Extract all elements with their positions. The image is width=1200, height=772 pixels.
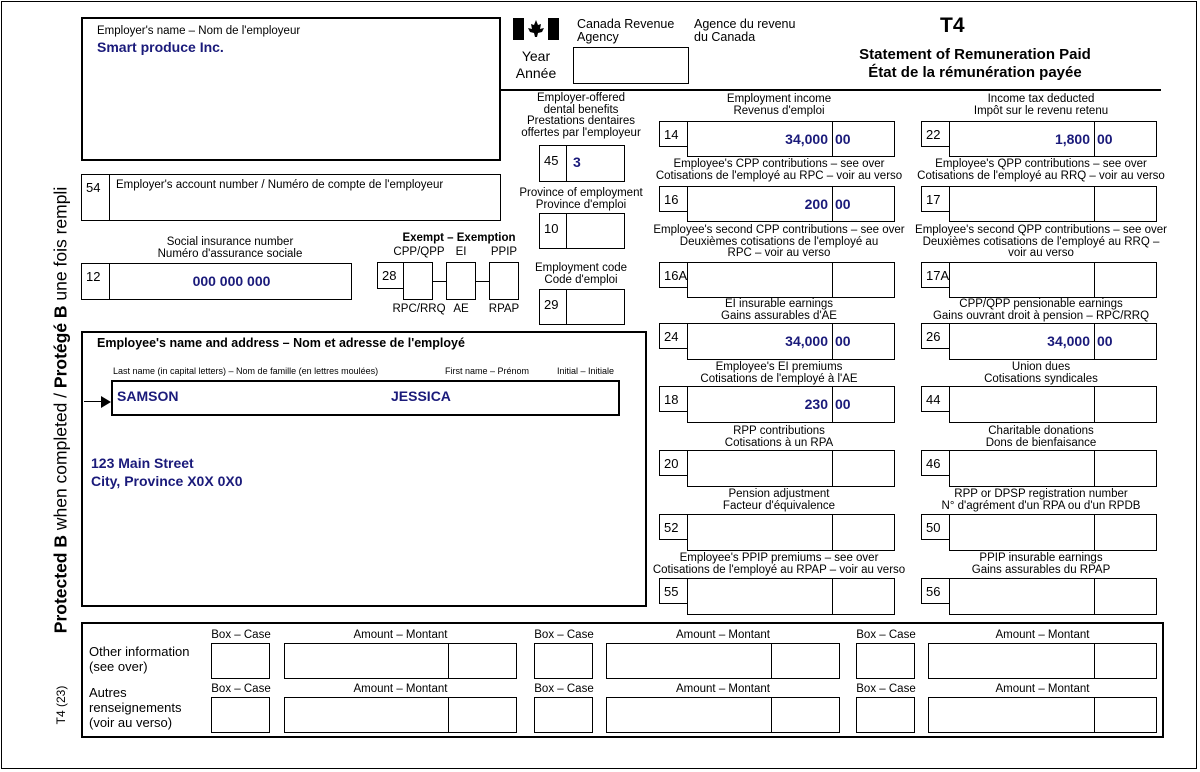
cents-divider	[1094, 263, 1095, 297]
other-box-label: Box – Case	[534, 683, 594, 695]
box-18-cents: 00	[835, 396, 851, 412]
address-line-1: 123 Main Street	[91, 455, 194, 471]
box-20-amount-field[interactable]	[687, 450, 895, 487]
box-44-label: Union dues Cotisations syndicales	[984, 361, 1098, 385]
box-55-number: 55	[659, 578, 688, 604]
box-16-cents: 00	[835, 196, 851, 212]
cents-divider	[832, 515, 833, 550]
cents-divider	[832, 122, 833, 156]
form-code: T4	[940, 14, 965, 37]
box-12-number: 12	[81, 263, 110, 300]
box-20-number: 20	[659, 450, 688, 476]
other-amount-label: Amount – Montant	[995, 683, 1090, 695]
employee-section-title: Employee's name and address – Nom et adresse de l'employé	[97, 336, 465, 350]
exempt-ppip-label: PPIP	[490, 246, 518, 258]
other-box-label: Box – Case	[856, 629, 916, 641]
other-amount-field-2-2[interactable]	[606, 697, 840, 733]
box-17a-label: Employee's second QPP contributions – see over Deuxièmes cotisations de l'employé au RRQ – voir au verso	[915, 224, 1167, 259]
cents-divider	[448, 698, 449, 732]
box-56-label: PPIP insurable earnings Gains assurables du RPAP	[971, 552, 1111, 576]
box-54-number: 54	[81, 174, 110, 221]
box-24-label: EI insurable earnings Gains assurables d'AE	[721, 298, 837, 322]
cents-divider	[1094, 451, 1095, 486]
canada-flag-icon	[513, 18, 559, 40]
box-26-number: 26	[921, 323, 950, 349]
box-14-amount-field[interactable]	[687, 121, 895, 157]
box-50-amount-field[interactable]	[949, 514, 1157, 551]
box-16a-number: 16A	[659, 262, 688, 288]
other-box-code-field-1-2[interactable]	[534, 643, 593, 679]
last-name-value: SAMSON	[117, 388, 179, 404]
cents-divider	[771, 644, 772, 678]
exempt-rpc-label: RPC/RRQ	[392, 303, 446, 315]
sin-label: Social insurance number Numéro d'assurance sociale	[157, 236, 303, 260]
employer-account-label: Employer's account number / Numéro de compte de l'employeur	[116, 179, 444, 191]
form-title: Statement of Remuneration Paid État de la rémunération payée	[859, 46, 1091, 81]
box-52-label: Pension adjustment Facteur d'équivalence	[722, 488, 836, 512]
box-26-cents: 00	[1097, 333, 1113, 349]
other-amount-label: Amount – Montant	[353, 683, 448, 695]
box-17-amount-field[interactable]	[949, 186, 1157, 222]
agency-fr: Agence du revenu du Canada	[694, 17, 796, 44]
box-52-number: 52	[659, 514, 688, 540]
cents-divider	[832, 451, 833, 486]
dental-field[interactable]	[566, 145, 625, 182]
box-56-number: 56	[921, 578, 950, 604]
province-label: Province of employment Province d'emploi	[519, 187, 643, 211]
box-14-label: Employment income Revenus d'emploi	[726, 93, 832, 117]
other-amount-field-1-3[interactable]	[928, 643, 1157, 679]
exempt-ae-label: AE	[453, 303, 469, 315]
exempt-connector	[432, 281, 447, 282]
box-24-number: 24	[659, 323, 688, 349]
box-46-amount-field[interactable]	[949, 450, 1157, 487]
box-24-amount-field[interactable]	[687, 323, 895, 360]
other-info-label-en: Other information (see over)	[89, 644, 190, 674]
cents-divider	[1094, 698, 1095, 732]
arrow-icon	[101, 396, 111, 408]
box-20-label: RPP contributions Cotisations à un RPA	[724, 425, 834, 449]
exempt-cpp-label: CPP/QPP	[393, 246, 445, 258]
form-version: T4 (23)	[54, 685, 68, 725]
box-45-number: 45	[539, 145, 567, 182]
box-18-dollars: 230	[804, 396, 828, 412]
box-26-amount-field[interactable]	[949, 323, 1157, 360]
box-55-label: Employee's PPIP premiums – see over Cotisations de l'employé au RPAP – voir au verso	[652, 552, 906, 576]
box-22-amount-field[interactable]	[949, 121, 1157, 157]
employee-name-address-field	[81, 331, 647, 607]
other-box-label: Box – Case	[211, 683, 271, 695]
arrow-icon-line	[84, 401, 102, 402]
dental-label: Employer-offered dental benefits Prestations dentaires offertes par l'employeur	[521, 92, 641, 139]
box-17a-amount-field[interactable]	[949, 262, 1157, 298]
cents-divider	[832, 579, 833, 614]
employee-name-field[interactable]	[111, 380, 620, 416]
header-rule	[501, 89, 1161, 91]
cents-divider	[832, 387, 833, 422]
other-box-code-field-2-3[interactable]	[856, 697, 915, 733]
other-amount-label: Amount – Montant	[353, 629, 448, 641]
box-26-label: CPP/QPP pensionable earnings Gains ouvrant droit à pension – RPC/RRQ	[932, 298, 1150, 322]
box-28-number: 28	[377, 262, 404, 289]
box-50-number: 50	[921, 514, 950, 540]
cents-divider	[1094, 387, 1095, 422]
box-46-number: 46	[921, 450, 950, 476]
exempt-connector	[475, 281, 490, 282]
exempt-cpp-checkbox[interactable]	[403, 262, 433, 300]
cents-divider	[832, 187, 833, 221]
box-44-number: 44	[921, 386, 950, 412]
last-name-label: Last name (in capital letters) – Nom de famille (en lettres moulées)	[113, 366, 379, 376]
box-16-amount-field[interactable]	[687, 186, 895, 222]
other-box-label: Box – Case	[856, 683, 916, 695]
cents-divider	[1094, 324, 1095, 359]
other-box-code-field-1-1[interactable]	[211, 643, 270, 679]
box-17-number: 17	[921, 186, 950, 212]
box-18-amount-field[interactable]	[687, 386, 895, 423]
employer-account-field[interactable]	[109, 174, 501, 221]
other-box-code-field-2-1[interactable]	[211, 697, 270, 733]
cents-divider	[448, 644, 449, 678]
employment-code-field[interactable]	[566, 289, 625, 325]
other-box-code-field-1-3[interactable]	[856, 643, 915, 679]
protected-b-notice: Protected B when completed / Protégé B une fois rempli	[50, 186, 71, 634]
box-44-amount-field[interactable]	[949, 386, 1157, 423]
dental-value: 3	[573, 154, 581, 170]
box-26-dollars: 34,000	[1047, 333, 1090, 349]
other-box-label: Box – Case	[534, 629, 594, 641]
box-10-number: 10	[539, 213, 567, 249]
other-amount-field-2-1[interactable]	[284, 697, 517, 733]
box-56-amount-field[interactable]	[949, 578, 1157, 615]
box-14-dollars: 34,000	[785, 131, 828, 147]
box-52-amount-field[interactable]	[687, 514, 895, 551]
box-22-number: 22	[921, 121, 950, 147]
box-18-number: 18	[659, 386, 688, 412]
other-amount-field-1-1[interactable]	[284, 643, 517, 679]
box-22-label: Income tax deducted Impôt sur le revenu retenu	[973, 93, 1109, 117]
cents-divider	[1094, 579, 1095, 614]
first-name-label: First name – Prénom	[445, 366, 530, 376]
address-line-2: City, Province X0X 0X0	[91, 473, 243, 489]
sin-value: 000 000 000	[192, 273, 271, 289]
exempt-title: Exempt – Exemption	[402, 232, 516, 244]
cents-divider	[832, 263, 833, 297]
employer-name-label: Employer's name – Nom de l'employeur	[97, 25, 301, 37]
cents-divider	[771, 698, 772, 732]
box-50-label: RPP or DPSP registration number N° d'agrément d'un RPA ou d'un RPDB	[941, 488, 1141, 512]
year-field[interactable]	[573, 47, 689, 84]
cents-divider	[832, 324, 833, 359]
box-22-cents: 00	[1097, 131, 1113, 147]
exempt-ei-checkbox[interactable]	[446, 262, 476, 300]
box-55-amount-field[interactable]	[687, 578, 895, 615]
cents-divider	[1094, 187, 1095, 221]
other-amount-label: Amount – Montant	[995, 629, 1090, 641]
first-name-value: JESSICA	[391, 388, 451, 404]
province-field[interactable]	[566, 213, 625, 249]
box-46-label: Charitable donations Dons de bienfaisance	[985, 425, 1097, 449]
other-amount-field-2-3[interactable]	[928, 697, 1157, 733]
sin-field[interactable]	[109, 263, 352, 300]
other-box-label: Box – Case	[211, 629, 271, 641]
box-16-label: Employee's CPP contributions – see over Cotisations de l'employé au RPC – voir au verso	[655, 158, 903, 182]
box-16-dollars: 200	[804, 196, 828, 212]
employment-code-label: Employment code Code d'emploi	[534, 262, 628, 286]
cents-divider	[1094, 515, 1095, 550]
other-amount-field-1-2[interactable]	[606, 643, 840, 679]
employee-address[interactable]	[91, 454, 242, 490]
box-17a-number: 17A	[921, 262, 950, 288]
box-16a-amount-field[interactable]	[687, 262, 895, 298]
box-16a-label: Employee's second CPP contributions – see over Deuxièmes cotisations de l'employé au RPC – voir au verso	[653, 224, 905, 259]
employer-name-field[interactable]	[81, 17, 501, 161]
box-14-number: 14	[659, 121, 688, 147]
box-17-label: Employee's QPP contributions – see over Cotisations de l'employé au RRQ – voir au verso	[917, 158, 1165, 182]
employer-name-value: Smart produce Inc.	[97, 39, 224, 55]
agency-en: Canada Revenue Agency	[577, 17, 675, 44]
box-16-number: 16	[659, 186, 688, 212]
box-14-cents: 00	[835, 131, 851, 147]
other-amount-label: Amount – Montant	[676, 683, 770, 695]
other-amount-label: Amount – Montant	[676, 629, 770, 641]
box-29-number: 29	[539, 289, 567, 325]
year-label: Year Année	[515, 48, 557, 81]
other-info-label-fr: Autres renseignements (voir au verso)	[89, 685, 182, 730]
box-18-label: Employee's EI premiums Cotisations de l'employé à l'AE	[700, 361, 858, 385]
box-24-dollars: 34,000	[785, 333, 828, 349]
cents-divider	[1094, 644, 1095, 678]
exempt-ei-label: EI	[455, 246, 467, 258]
initial-label: Initial – Initiale	[557, 366, 615, 376]
box-24-cents: 00	[835, 333, 851, 349]
exempt-rpap-label: RPAP	[488, 303, 520, 315]
box-22-dollars: 1,800	[1054, 131, 1090, 147]
other-box-code-field-2-2[interactable]	[534, 697, 593, 733]
cents-divider	[1094, 122, 1095, 156]
